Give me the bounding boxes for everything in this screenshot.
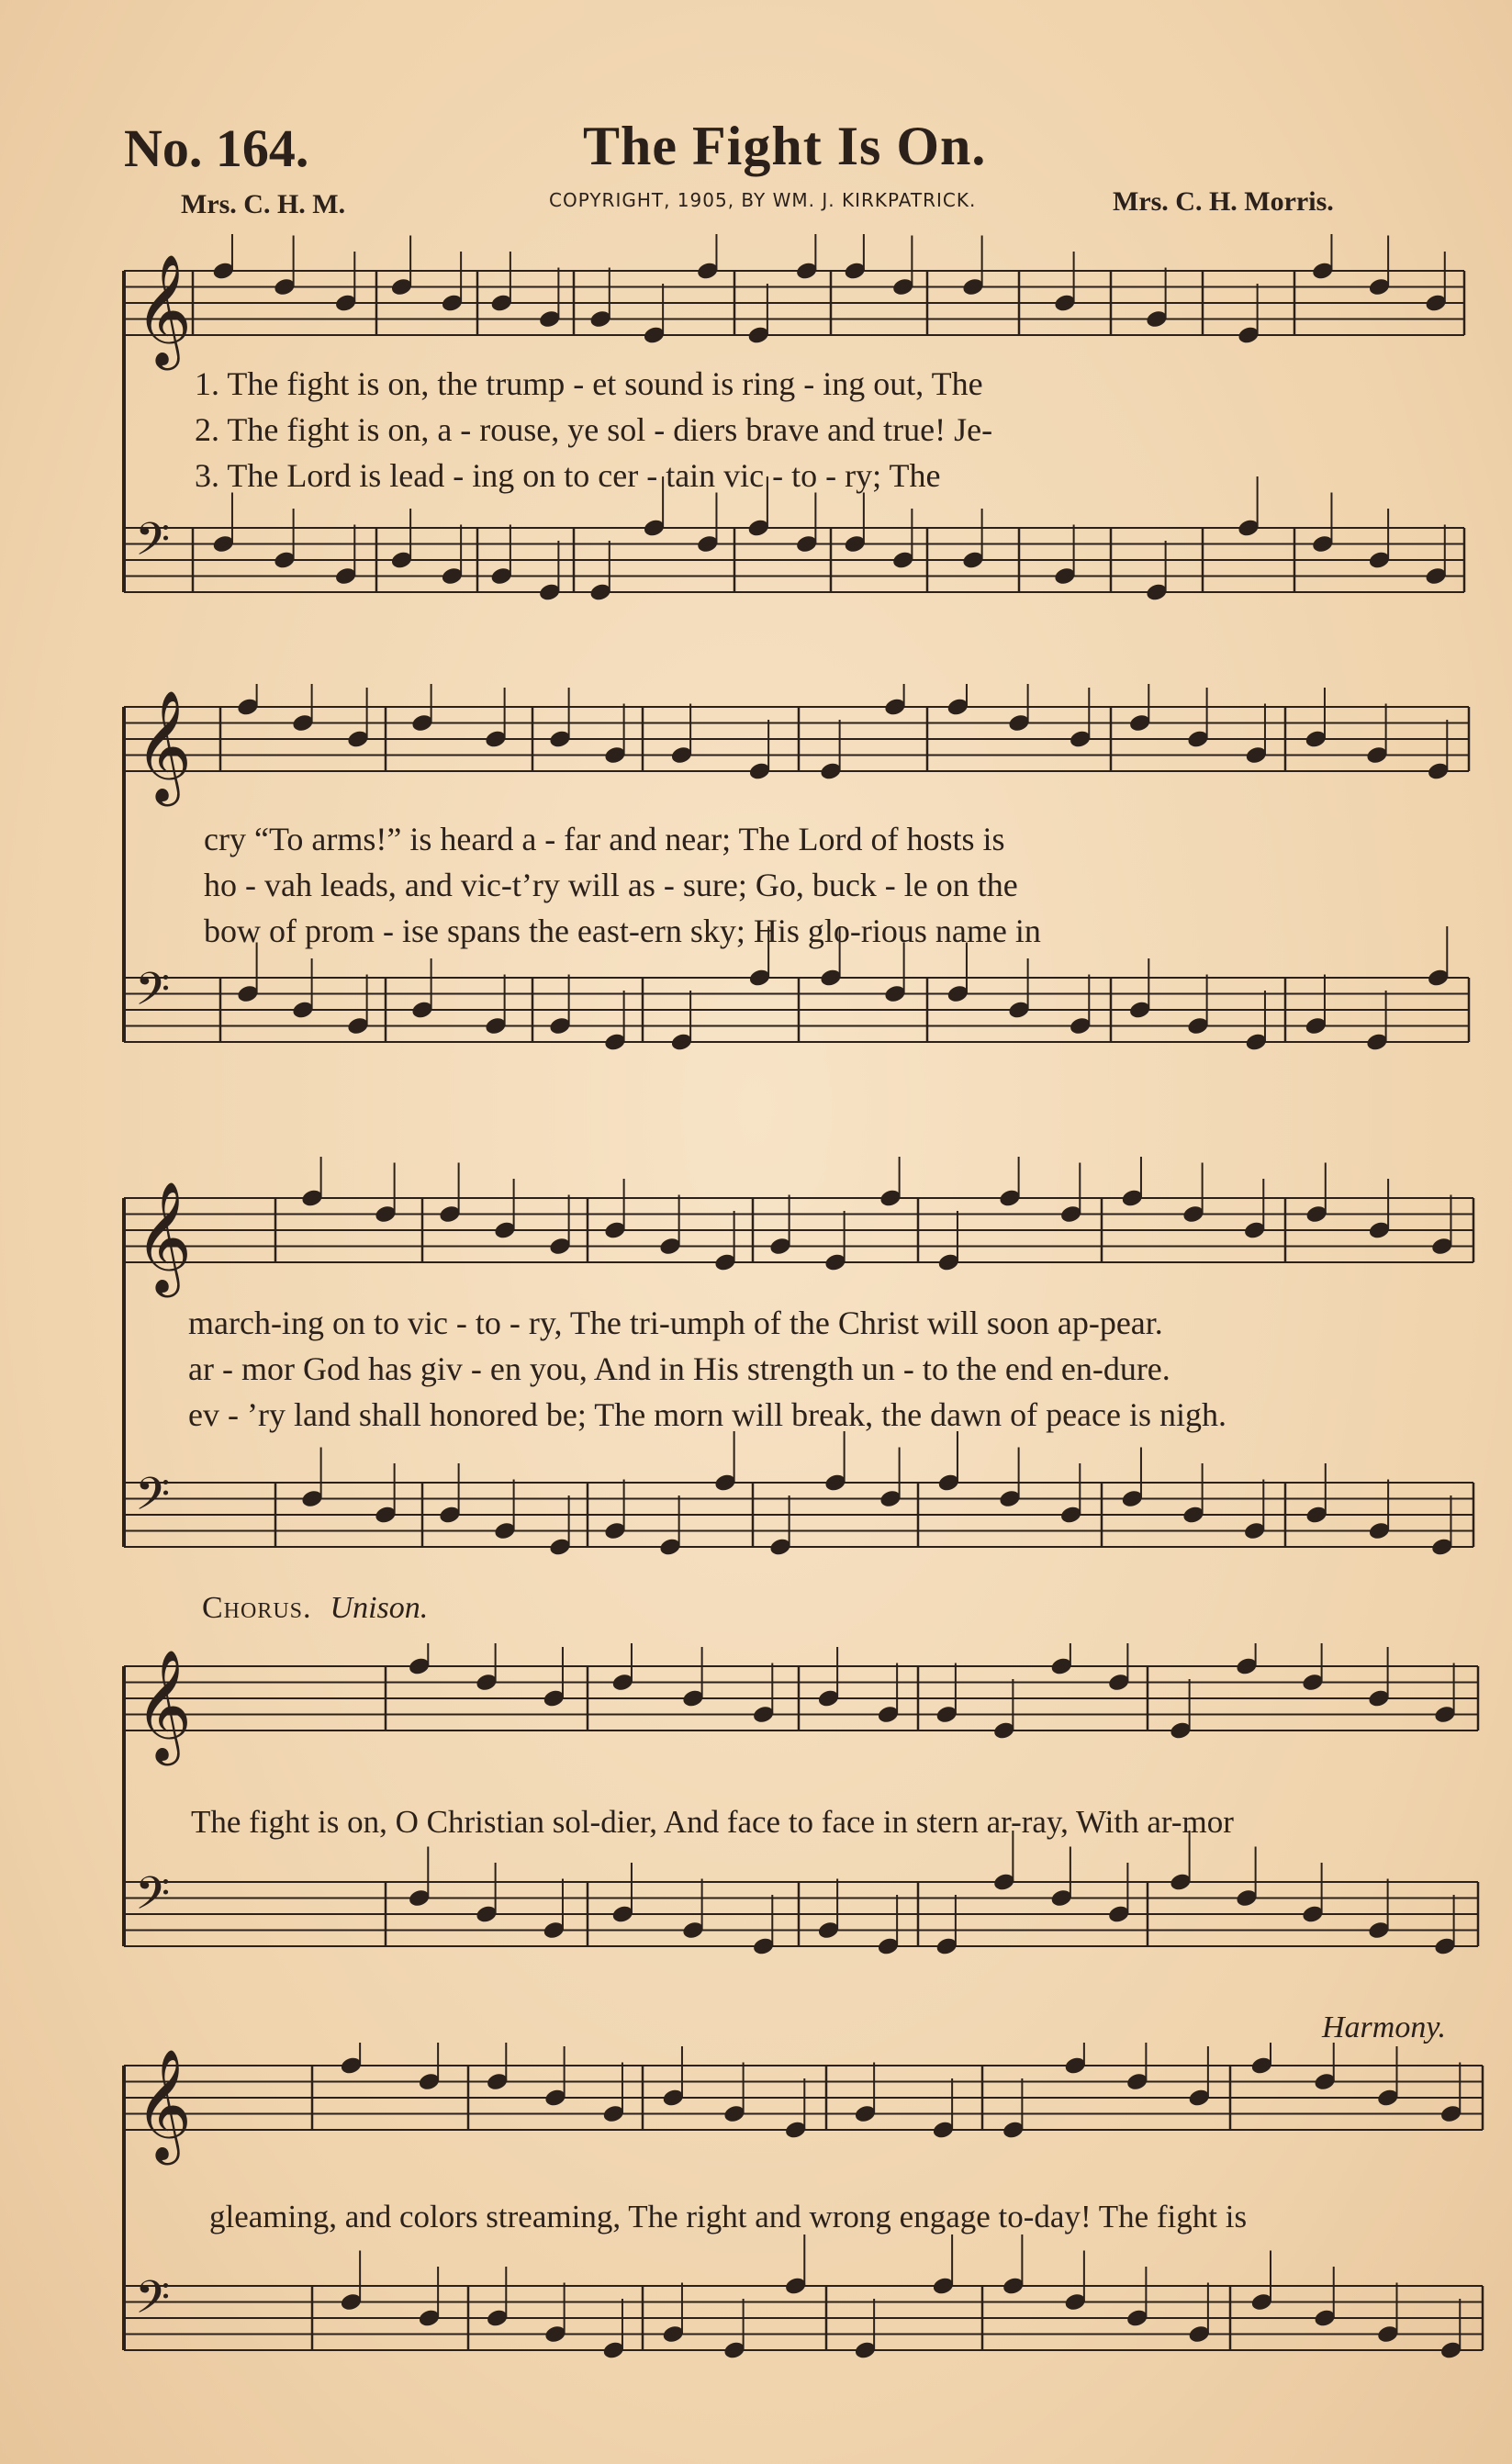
unison-direction: Unison. <box>330 1591 429 1625</box>
bass-clef-icon: 𝄢 <box>135 1468 171 1532</box>
hymn-number: No. 164. <box>124 118 309 178</box>
bass-clef-icon: 𝄢 <box>135 1867 171 1932</box>
lyric-line: ar - mor God has giv - en you, And in His strength un - to the end en-dure. <box>188 1350 1170 1387</box>
treble-clef-icon: 𝄞 <box>135 1181 193 1293</box>
lyric-line: bow of prom - ise spans the east-ern sky; His glo-rious name in <box>204 913 1041 949</box>
hymn-header <box>0 0 1512 230</box>
music-system-2 <box>0 684 1512 1125</box>
copyright-notice: COPYRIGHT, 1905, BY WM. J. KIRKPATRICK. <box>549 189 977 211</box>
treble-clef-icon: 𝄞 <box>135 253 193 365</box>
music-credit: Mrs. C. H. Morris. <box>1113 186 1334 217</box>
lyric-line: ho - vah leads, and vic-t’ry will as - sure; Go, buck - le on the <box>204 867 1018 903</box>
lyric-line: The fight is on, O Christian sol-dier, And face to face in stern ar-ray, With ar-mor <box>191 1804 1234 1840</box>
music-system-4 <box>0 1643 1512 2001</box>
staff-notation-1 <box>0 234 1512 666</box>
treble-clef-icon: 𝄞 <box>135 689 193 801</box>
lyric-line: cry “To arms!” is heard a - far and near; The Lord of hosts is <box>204 821 1005 857</box>
hymn-title: The Fight Is On. <box>583 116 987 176</box>
lyric-line: 1. The fight is on, the trump - et sound is ring - ing out, The <box>195 365 983 402</box>
staff-notation-5 <box>0 2043 1512 2447</box>
music-system-5 <box>0 2043 1512 2447</box>
staff-notation-2 <box>0 684 1512 1125</box>
lyric-line: march-ing on to vic - to - ry, The tri-umph of the Christ will soon ap-pear. <box>188 1305 1163 1341</box>
treble-clef-icon: 𝄞 <box>135 2048 193 2160</box>
bass-clef-icon: 𝄢 <box>135 963 171 1027</box>
words-credit: Mrs. C. H. M. <box>181 189 346 219</box>
bass-clef-icon: 𝄢 <box>135 2271 171 2335</box>
music-system-3 <box>0 1157 1512 1579</box>
music-system-1 <box>0 234 1512 666</box>
chorus-label: Chorus. <box>202 1591 312 1625</box>
treble-clef-icon: 𝄞 <box>135 1649 193 1761</box>
lyric-line: 3. The Lord is lead - ing on to cer - tain vic - to - ry; The <box>195 457 941 494</box>
lyric-line: ev - ’ry land shall honored be; The morn will break, the dawn of peace is nigh. <box>188 1396 1226 1433</box>
lyric-line: gleaming, and colors streaming, The right and wrong engage to-day! The fight is <box>209 2199 1248 2234</box>
chorus-heading <box>202 1591 428 1626</box>
lyric-line: 2. The fight is on, a - rouse, ye sol - diers brave and true! Je- <box>195 411 993 448</box>
bass-clef-icon: 𝄢 <box>135 513 171 577</box>
harmony-direction: Harmony. <box>1322 2010 1447 2044</box>
